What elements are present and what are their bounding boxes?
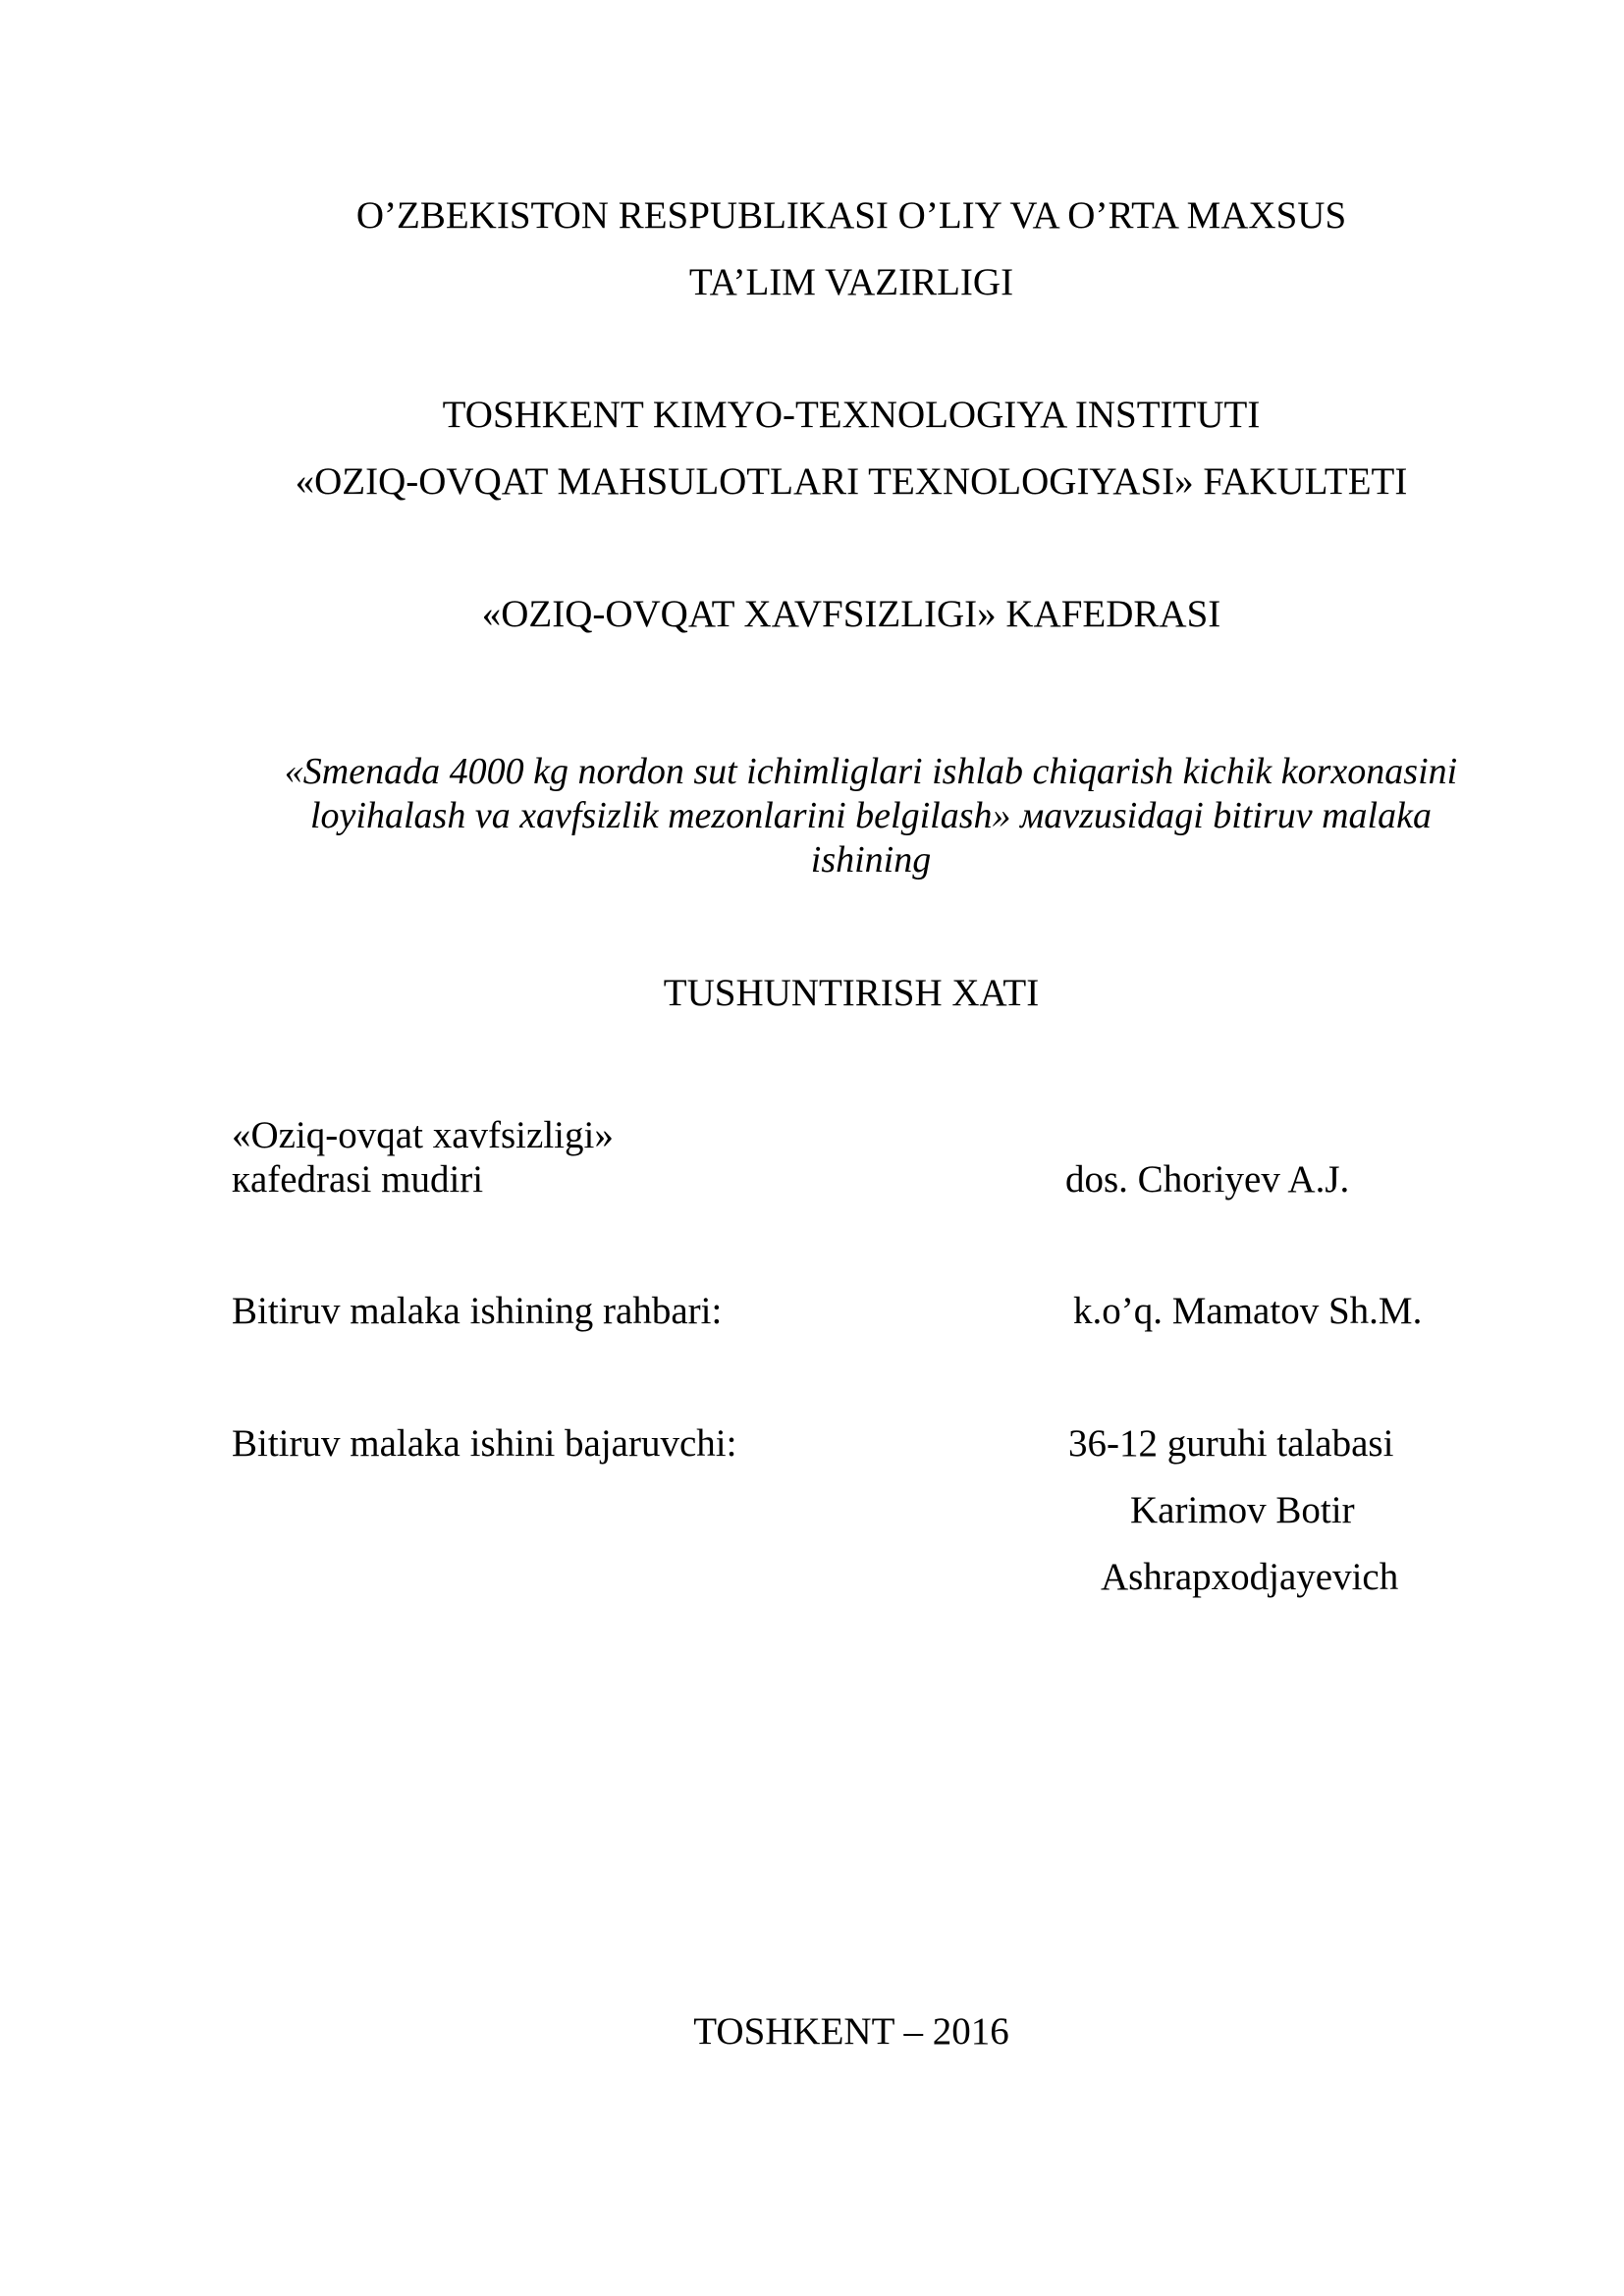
institute-name: TOSHKENT KIMYO-TEXNOLOGIYA INSTITUTI [442,394,1261,436]
author-patronymic: Ashrapxodjayevich [1101,1556,1399,1598]
thesis-topic-line-2: loyihalash va xavfsizlik mezonlarini belgilash» мavzusidagi bitiruv malaka [310,795,1432,836]
department-name: «OZIQ-OVQAT XAVFSIZLIGI» KAFEDRASI [481,593,1221,635]
ministry-line-2: TA’LIM VAZIRLIGI [688,261,1014,303]
thesis-topic-line-3: ishining [810,839,932,881]
ministry-line-1: O’ZBEKISTON RESPUBLIKASI O’LIY VA O’RTA MAXSUS [355,194,1347,237]
thesis-topic [216,750,1526,882]
document-title: TUSHUNTIRISH XATI [663,972,1040,1014]
author-name: Karimov Botir [1130,1489,1355,1531]
head-label-line-2: кafedrasi mudiri [232,1158,484,1201]
head-label [232,1113,614,1201]
author-label: Bitiruv malaka ishini bajaruvchi: [232,1422,737,1465]
footer-city-year: TOSHKENT – 2016 [693,2010,1009,2053]
faculty-name: «OZIQ-OVQAT MAHSULOTLARI TEXNOLOGIYASI» FAKULTETI [295,460,1408,503]
author-group: 36-12 guruhi talabasi [1068,1422,1394,1465]
thesis-topic-line-1: «Smenada 4000 kg nordon sut ichimliglari ishlab chiqarish kichik korxonasini [284,751,1458,792]
head-name: dos. Choriyev A.J. [1065,1158,1350,1201]
supervisor-label: Bitiruv malaka ishining rahbari: [232,1290,723,1332]
head-label-line-1: «Oziq-ovqat xavfsizligi» [232,1114,614,1156]
supervisor-name: k.o’q. Mamatov Sh.M. [1073,1290,1423,1332]
